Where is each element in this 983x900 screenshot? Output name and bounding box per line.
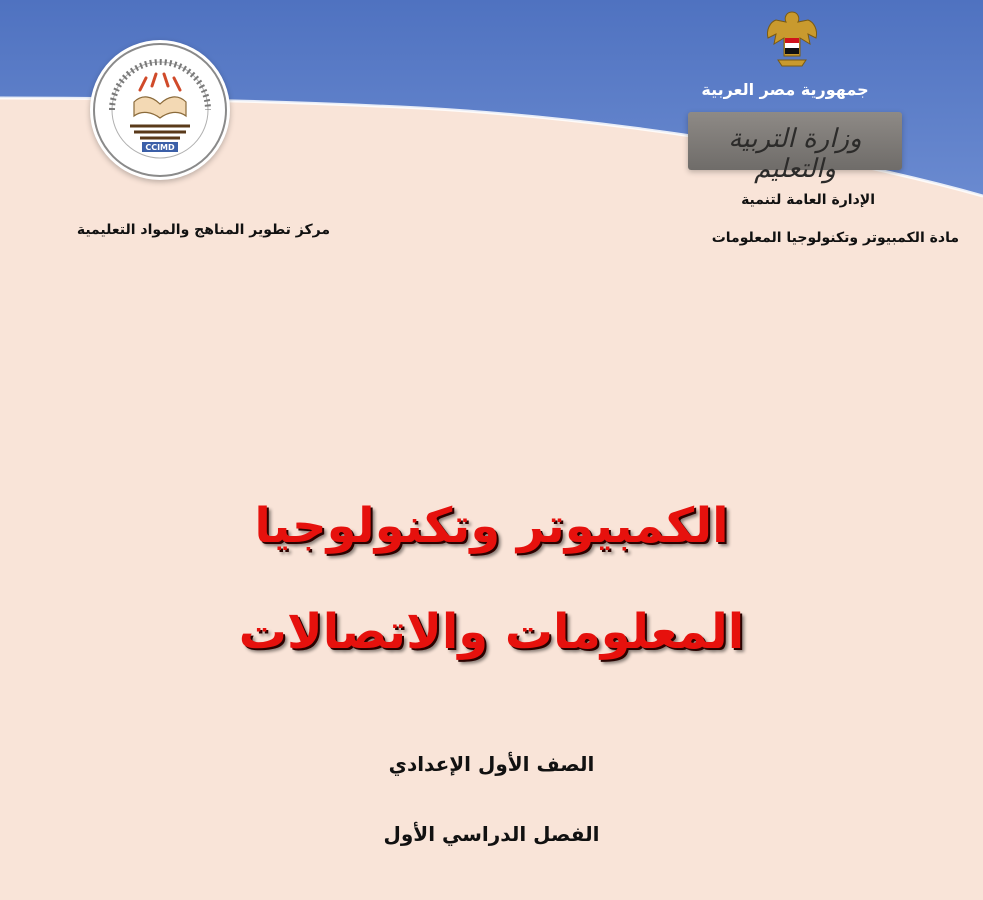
- ministry-logo: [688, 112, 902, 184]
- term-label: الفصل الدراسي الأول: [383, 822, 600, 846]
- department-line: الإدارة العامة لتنمية: [741, 192, 875, 208]
- cover-title-line-1: الكمبيوتر وتكنولوجيا: [254, 498, 729, 554]
- center-name: مركز تطوير المناهج والمواد التعليمية: [76, 222, 330, 238]
- country-name: جمهورية مصر العربية: [701, 80, 869, 99]
- grade-label: الصف الأول الإعدادي: [388, 752, 595, 776]
- ministry-logo-text: وزارة التربية والتعليم: [728, 124, 862, 184]
- ccimd-logo: [90, 40, 230, 180]
- egypt-eagle-emblem-icon: [762, 8, 822, 72]
- subject-line: مادة الكمبيوتر وتكنولوجيا المعلومات: [711, 230, 959, 246]
- cover-title-line-2: المعلومات والاتصالات: [238, 604, 745, 660]
- center-logo-text: CCIMD: [145, 143, 175, 152]
